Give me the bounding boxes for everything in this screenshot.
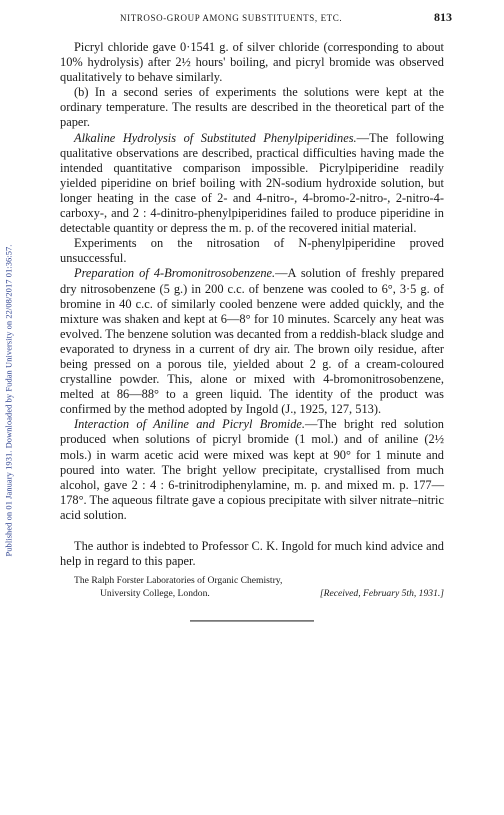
running-head <box>80 10 452 28</box>
affiliation-college: University College, London. [Received, February 5th, 1931.] <box>100 587 444 599</box>
download-watermark-text: Published on 01 January 1931. Downloaded by Fudan University on 22/08/2017 01:36:57. <box>4 244 14 556</box>
section-heading: Preparation of 4-Bromonitrosobenzene. <box>74 266 276 281</box>
paragraph-bromonitrosobenzene: Preparation of 4-Bromonitrosobenzene.—A solution of freshly prepared dry nitrosobenzene (5 g.) in 200 c.c. of benzene was cooled to 6°, 3·5 g. of bromine in 40 c.c. of similarly cooled benzene were added quickly, and the mixture was shaken and kept at 6—8° for 10 minutes. Scarcely any heat was evolved. The benzene solution was decanted from a reddish-black sludge and evaporated to dryness in a current of dry air. The brown oily residue, after being pressed on a porous tile, yielded about 2 g. of a cream-coloured crystalline powder. This, alone or mixed with 4-bromonitrosobenzene, melted at 86—88° to a green liquid. The identity of the product was confirmed by the method adopted by Ingold (J., 1925, 127, 513). <box>60 266 444 417</box>
paragraph-alkaline-hydrolysis: Alkaline Hydrolysis of Substituted Phenylpiperidines.—The following qualitative observations are described, practical difficulties having made the intended quantitative comparison impossible. Picrylpiperidine readily yielded piperidine on brief boiling with 2N-sodium hydroxide solution, but longer heating in the case of 2- and 4-nitro-, 4-bromo-2-nitro-, 2-nitro-4-carboxy-, and 2 : 4-dinitro-phenylpiperidines failed to produce piperidine in detectable quantity or depress the m. p. of the recovered initial material. <box>60 130 444 236</box>
paragraph-aniline-picryl: Interaction of Aniline and Picryl Bromide.—The bright red solution produced when solutions of picryl bromide (1 mol.) and of aniline (2½ mols.) in warm acetic acid were mixed was kept at 90° for 1 minute and poured into water. The bright yellow precipitate, crystallised from much alcohol, gave 2 : 4 : 6-trinitrodiphenylamine, m. p. and mixed m. p. 177—178°. The aqueous filtrate gave a copious precipitate with silver nitrate–nitric acid solution. <box>60 417 444 522</box>
received-date: [Received, February 5th, 1931.] <box>319 587 444 599</box>
paragraph-second-series: (b) In a second series of experiments the solutions were kept at the ordinary temperature. The results are described in the theoretical part of the paper. <box>60 85 444 130</box>
article-body <box>60 40 444 622</box>
end-rule <box>190 620 314 622</box>
paragraph-picryl-chloride: Picryl chloride gave 0·1541 g. of silver chloride (corresponding to about 10% hydrolysis) after 2½ hours' boiling, and picryl bromide was observed qualitatively to behave similarly. <box>60 40 444 85</box>
running-head-title: NITROSO-GROUP AMONG SUBSTITUENTS, ETC. <box>120 13 343 23</box>
acknowledgement: The author is indebted to Professor C. K. Ingold for much kind advice and help in regard to this paper. <box>60 539 444 569</box>
page-number: 813 <box>434 10 452 24</box>
download-watermark <box>2 100 16 700</box>
affiliation-laboratory: The Ralph Forster Laboratories of Organic Chemistry, <box>74 575 283 587</box>
section-heading: Interaction of Aniline and Picryl Bromide. <box>74 417 306 432</box>
paragraph-nitrosation: Experiments on the nitrosation of N-phenylpiperidine proved unsuccessful. <box>60 236 444 266</box>
affiliation <box>60 575 444 600</box>
section-heading: Alkaline Hydrolysis of Substituted Phenylpiperidines. <box>74 130 357 145</box>
